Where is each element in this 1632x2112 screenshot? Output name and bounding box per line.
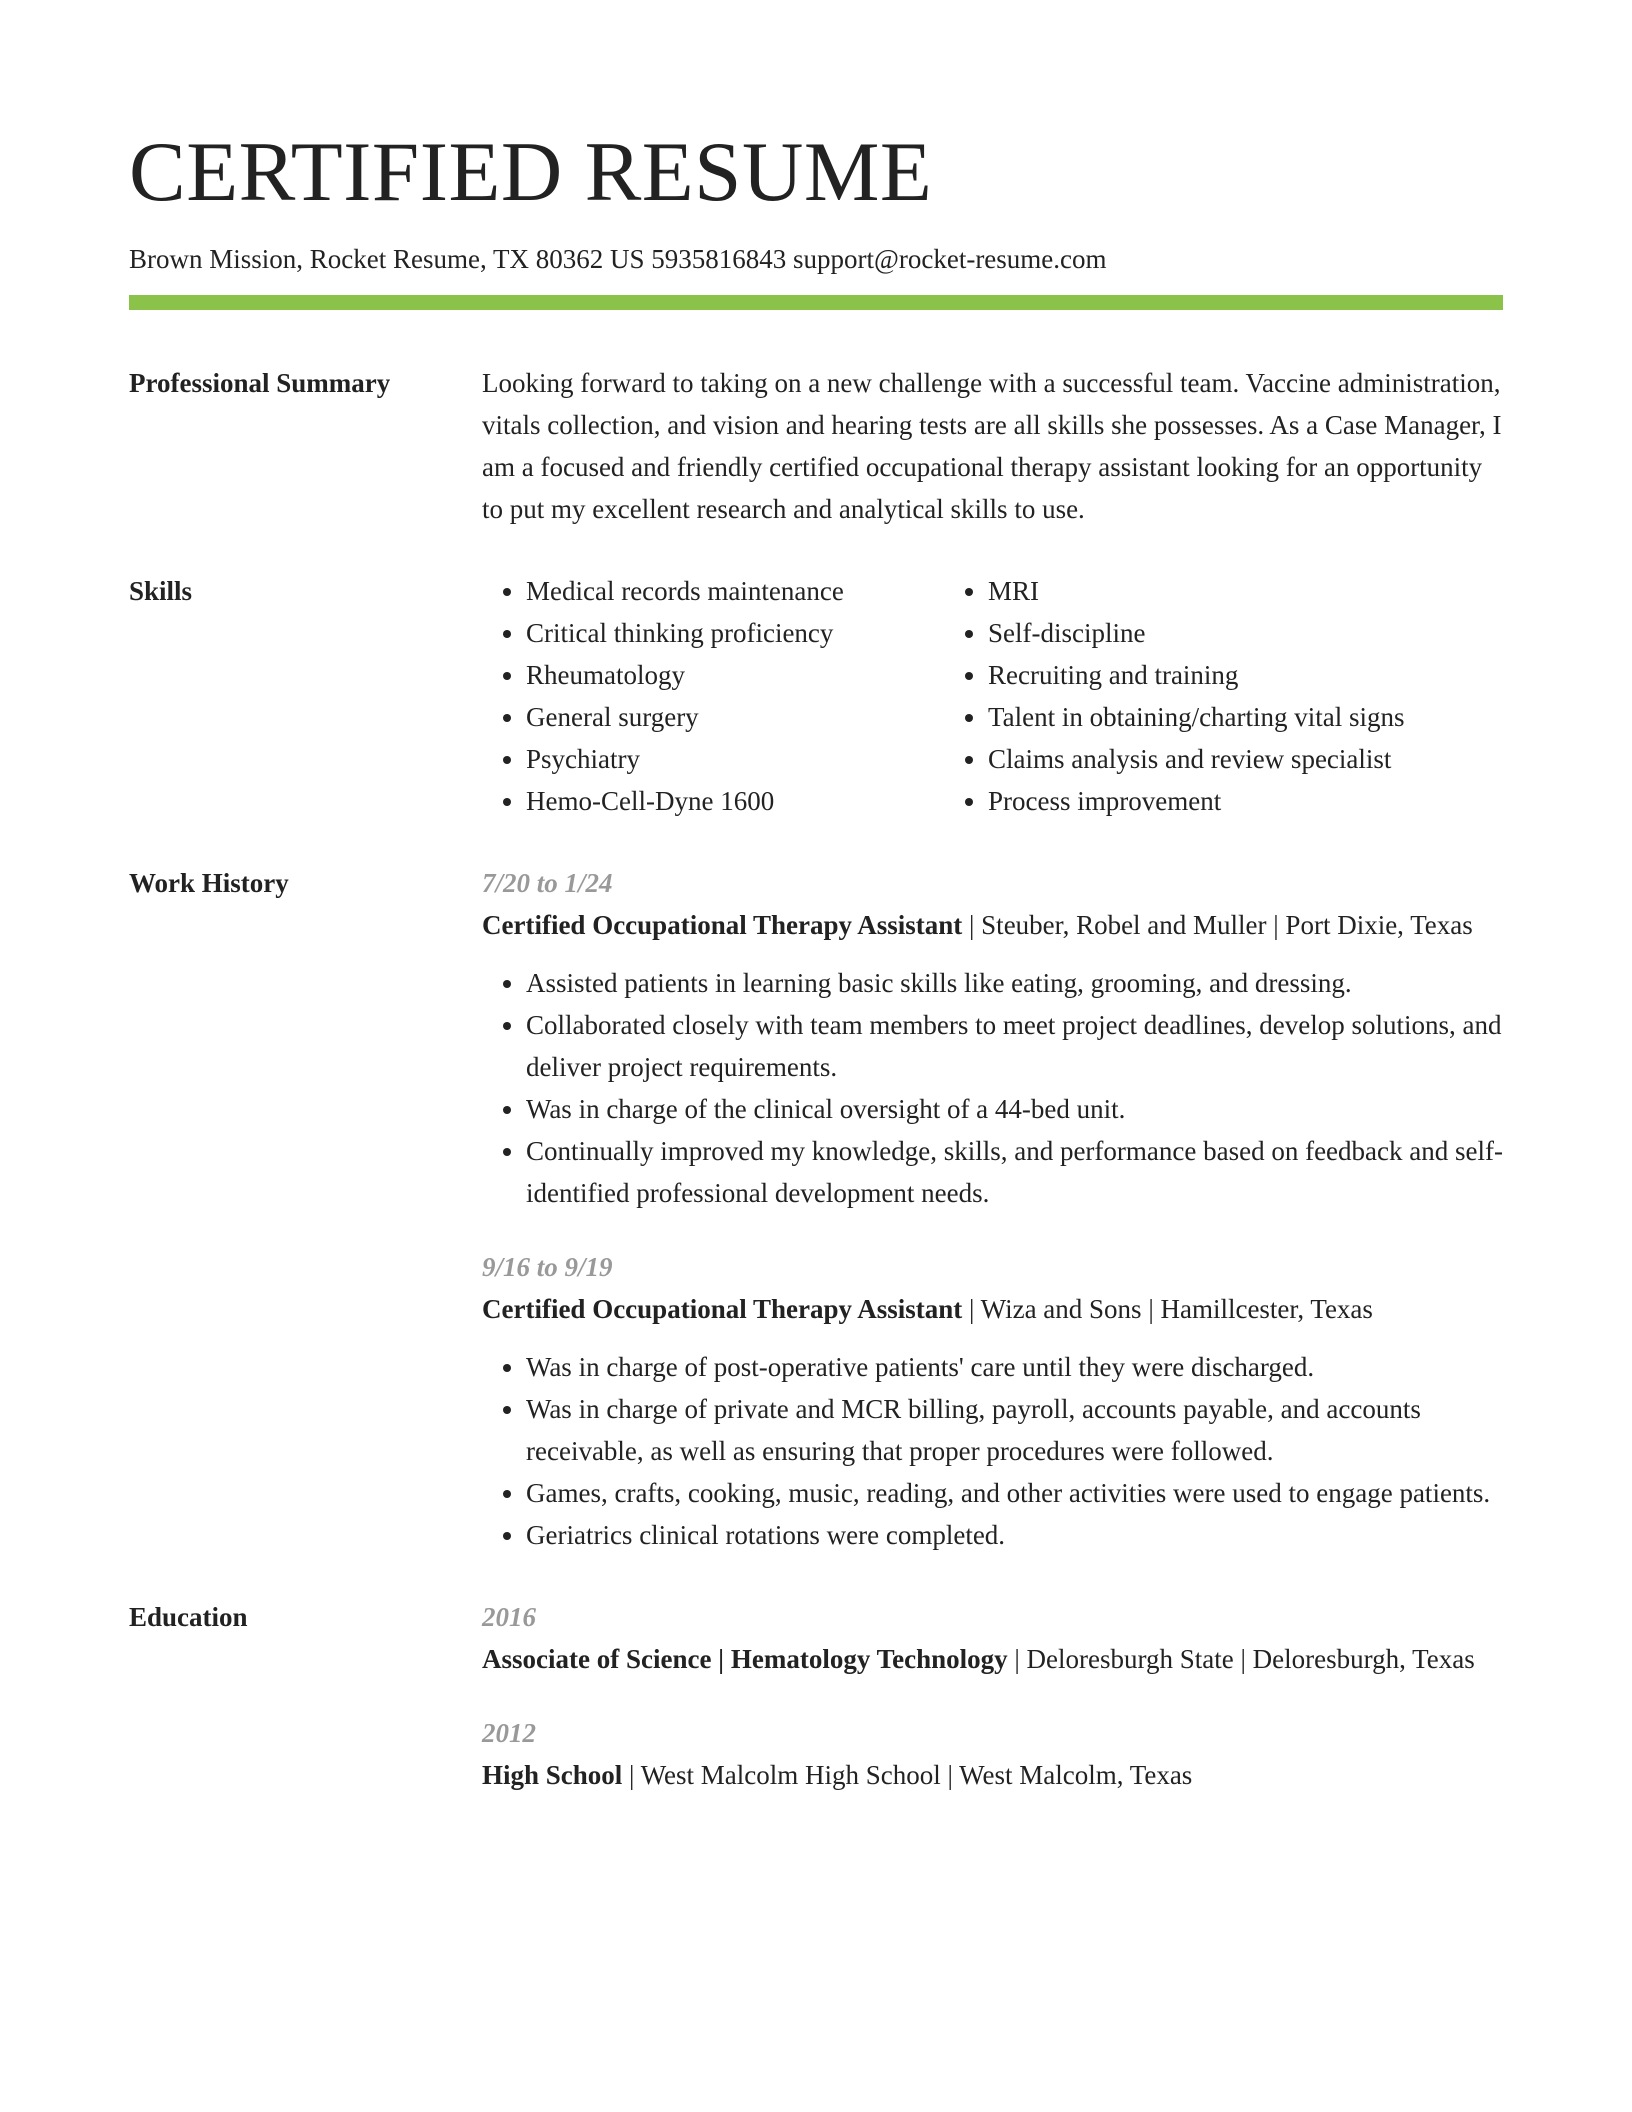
skill-item: • General surgery xyxy=(526,696,944,738)
job-dates: 7/20 to 1/24 xyxy=(482,868,613,899)
job-title: Certified Occupational Therapy Assistant xyxy=(482,1294,963,1325)
skills-section xyxy=(129,570,1503,822)
job-role xyxy=(482,904,1503,946)
education-content xyxy=(482,1596,1503,1796)
skill-item: • Rheumatology xyxy=(526,654,944,696)
job-bullet: • Was in charge of the clinical oversight of a 44-bed unit. xyxy=(526,1088,1503,1130)
header-divider xyxy=(129,295,1503,310)
job-role xyxy=(482,1288,1503,1330)
section-label-skills: Skills xyxy=(129,576,193,607)
job-bullets xyxy=(482,1346,1503,1556)
section-label-education: Education xyxy=(129,1602,248,1633)
job-bullets xyxy=(482,962,1503,1214)
work-content xyxy=(482,862,1503,1556)
skills-list-right xyxy=(944,570,1503,822)
skill-item: • Process improvement xyxy=(988,780,1503,822)
education-year: 2016 xyxy=(482,1602,536,1633)
job-bullet: • Geriatrics clinical rotations were completed. xyxy=(526,1514,1503,1556)
job-bullet: • Was in charge of private and MCR billing, payroll, accounts payable, and accounts receivable, as well as ensuring that proper procedures were followed. xyxy=(526,1388,1503,1472)
resume-title: CERTIFIED RESUME xyxy=(129,125,933,219)
education-details: | West Malcolm High School | West Malcolm, Texas xyxy=(622,1760,1193,1791)
skill-item: • MRI xyxy=(988,570,1503,612)
summary-text: Looking forward to taking on a new challenge with a successful team. Vaccine administration, vitals collection, and vision and hearing tests are all skills she possesses. As a Case Manager, I am a focused and friendly certified occupational therapy assistant looking for an opportunity to put my excellent research and analytical skills to use. xyxy=(482,368,1502,525)
education-year: 2012 xyxy=(482,1718,536,1749)
education-degree: Associate of Science | Hematology Technology xyxy=(482,1644,1008,1675)
job-bullet: • Collaborated closely with team members to meet project deadlines, develop solutions, and deliver project requirements. xyxy=(526,1004,1503,1088)
job-dates: 9/16 to 9/19 xyxy=(482,1252,613,1283)
skill-item: • Critical thinking proficiency xyxy=(526,612,944,654)
education-degree-line xyxy=(482,1638,1503,1680)
education-section xyxy=(129,1596,1503,1796)
skill-item: • Claims analysis and review specialist xyxy=(988,738,1503,780)
skill-item: • Talent in obtaining/charting vital signs xyxy=(988,696,1503,738)
job-details: | Steuber, Robel and Muller | Port Dixie, Texas xyxy=(962,910,1473,941)
education-details: | Deloresburgh State | Deloresburgh, Texas xyxy=(1007,1644,1475,1675)
section-label-summary: Professional Summary xyxy=(129,368,391,399)
education-entry xyxy=(482,1596,1503,1680)
summary-section xyxy=(129,362,1503,530)
job-bullet: • Continually improved my knowledge, skills, and performance based on feedback and self-identified professional development needs. xyxy=(526,1130,1503,1214)
job-entry xyxy=(482,862,1503,1214)
summary-content xyxy=(482,362,1503,530)
job-title: Certified Occupational Therapy Assistant xyxy=(482,910,963,941)
skill-item: • Medical records maintenance xyxy=(526,570,944,612)
education-degree: High School xyxy=(482,1760,623,1791)
job-bullet: • Assisted patients in learning basic skills like eating, grooming, and dressing. xyxy=(526,962,1503,1004)
skill-item: • Psychiatry xyxy=(526,738,944,780)
skill-item: • Recruiting and training xyxy=(988,654,1503,696)
job-entry xyxy=(482,1246,1503,1556)
section-label-work: Work History xyxy=(129,868,289,899)
work-section xyxy=(129,862,1503,1556)
job-bullet: • Games, crafts, cooking, music, reading, and other activities were used to engage patients. xyxy=(526,1472,1503,1514)
skill-item: • Hemo-Cell-Dyne 1600 xyxy=(526,780,944,822)
contact-line: Brown Mission, Rocket Resume, TX 80362 US 5935816843 support@rocket-resume.com xyxy=(129,244,1107,274)
job-details: | Wiza and Sons | Hamillcester, Texas xyxy=(962,1294,1373,1325)
skills-list-left xyxy=(482,570,944,822)
education-degree-line xyxy=(482,1754,1503,1796)
skills-content xyxy=(482,570,1503,822)
job-bullet: • Was in charge of post-operative patients' care until they were discharged. xyxy=(526,1346,1503,1388)
skill-item: • Self-discipline xyxy=(988,612,1503,654)
education-entry xyxy=(482,1712,1503,1796)
